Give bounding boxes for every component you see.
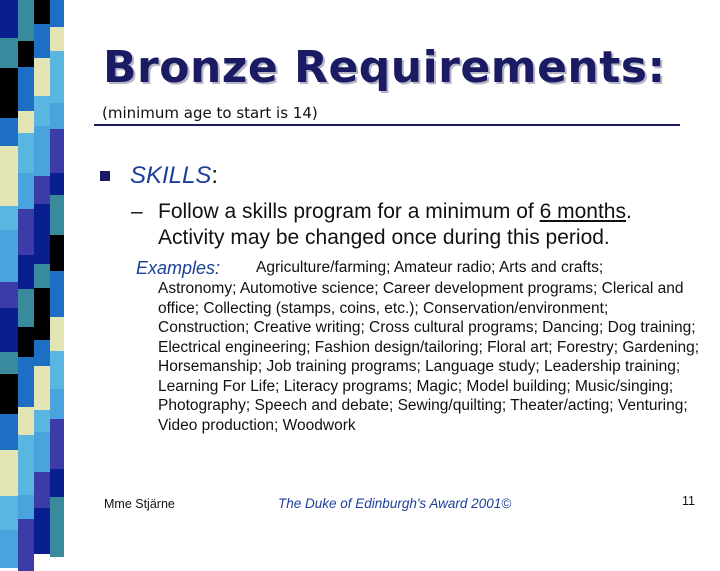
decorative-stripe-block (34, 204, 50, 264)
decorative-stripe-block (34, 288, 50, 340)
decorative-stripe-block (34, 472, 50, 508)
slide-title: Bronze Requirements: (103, 42, 666, 93)
slide-subtitle: (minimum age to start is 14) (102, 104, 318, 122)
subpoint-line-1-period: . (626, 200, 632, 223)
decorative-stripe-block (50, 235, 64, 271)
decorative-stripe-block (18, 0, 34, 41)
decorative-stripe-block (34, 24, 50, 58)
decorative-stripe-block (0, 450, 18, 496)
decorative-stripe-block (18, 519, 34, 571)
decorative-stripe-block (0, 374, 18, 414)
decorative-stripe-block (34, 340, 50, 366)
decorative-stripe-block (18, 209, 34, 255)
title-underline-rule (94, 124, 680, 126)
decorative-stripe-block (50, 419, 64, 469)
decorative-stripe-block (0, 414, 18, 450)
decorative-stripe-block (18, 407, 34, 435)
decorative-stripe-block (18, 327, 34, 357)
decorative-stripe-block (50, 469, 64, 497)
decorative-stripe-block (18, 289, 34, 327)
decorative-stripe-block (18, 111, 34, 133)
decorative-stripe-block (50, 27, 64, 51)
subpoint-line-2: Activity may be changed once during this period. (158, 226, 610, 249)
decorative-stripe-block (0, 496, 18, 530)
decorative-stripe-block (34, 96, 50, 126)
decorative-stripe-block (50, 173, 64, 195)
page-number: 11 (682, 494, 695, 508)
decorative-stripe-bar (0, 0, 64, 540)
decorative-stripe-block (0, 308, 18, 352)
examples-list: Astronomy; Automotive science; Career development programs; Clerical and office; Collecting (stamps, coins, etc.); Conservation/environment; Construction; Creative writing; Cross cultural programs; Dancing; Dog training; Electrical engineering; Fashion design/tailoring; Floral art; Forestry; Gardening; Horsemanship; Job training programs; Language study; Leadership training; Learning For Life; Literacy programs; Magic; Model building; Music/singing; Photography; Speech and debate; Sewing/quilting; Theater/acting; Venturing; Video production; Woodwork (158, 280, 700, 434)
dash-bullet: – (131, 200, 143, 223)
decorative-stripe-block (34, 126, 50, 176)
decorative-stripe-block (34, 264, 50, 288)
decorative-stripe-block (0, 146, 18, 206)
footer-author: Mme Stjärne (104, 497, 175, 511)
decorative-stripe-block (18, 41, 34, 67)
decorative-stripe-block (0, 206, 18, 230)
decorative-stripe-block (34, 508, 50, 554)
decorative-stripe-block (34, 432, 50, 472)
decorative-stripe-block (0, 230, 18, 282)
skills-colon: : (211, 162, 219, 189)
decorative-stripe-block (0, 530, 18, 568)
decorative-stripe-block (18, 67, 34, 111)
duration-underlined: 6 months (539, 200, 626, 223)
footer-award-credit: The Duke of Edinburgh's Award 2001© (278, 496, 512, 511)
examples-first-line: Agriculture/farming; Amateur radio; Arts and crafts; (256, 259, 604, 276)
decorative-stripe-block (0, 352, 18, 374)
decorative-stripe-block (34, 176, 50, 204)
decorative-stripe-block (0, 38, 18, 68)
decorative-stripe-block (34, 410, 50, 432)
decorative-stripe-block (18, 435, 34, 495)
subpoint-line-1 (158, 200, 632, 224)
skills-label: SKILLS (130, 162, 212, 189)
decorative-stripe-block (0, 68, 18, 118)
examples-label: Examples: (136, 258, 221, 278)
decorative-stripe-block (50, 51, 64, 103)
decorative-stripe-block (18, 173, 34, 209)
decorative-stripe-block (34, 366, 50, 410)
decorative-stripe-block (18, 255, 34, 289)
decorative-stripe-block (0, 282, 18, 308)
decorative-stripe-block (50, 195, 64, 235)
skills-heading (130, 162, 218, 190)
decorative-stripe-block (50, 271, 64, 317)
decorative-stripe-block (0, 118, 18, 146)
square-bullet-icon (100, 171, 110, 181)
decorative-stripe-block (18, 357, 34, 407)
decorative-stripe-block (50, 103, 64, 129)
decorative-stripe-block (50, 351, 64, 389)
decorative-stripe-block (0, 0, 18, 38)
decorative-stripe-block (50, 0, 64, 27)
decorative-stripe-block (18, 133, 34, 173)
decorative-stripe-block (50, 497, 64, 557)
subpoint-line-1-text: Follow a skills program for a minimum of (158, 200, 534, 223)
decorative-stripe-block (50, 129, 64, 173)
decorative-stripe-block (18, 495, 34, 519)
decorative-stripe-block (34, 0, 50, 24)
decorative-stripe-block (50, 389, 64, 419)
decorative-stripe-block (50, 317, 64, 351)
decorative-stripe-block (34, 58, 50, 96)
